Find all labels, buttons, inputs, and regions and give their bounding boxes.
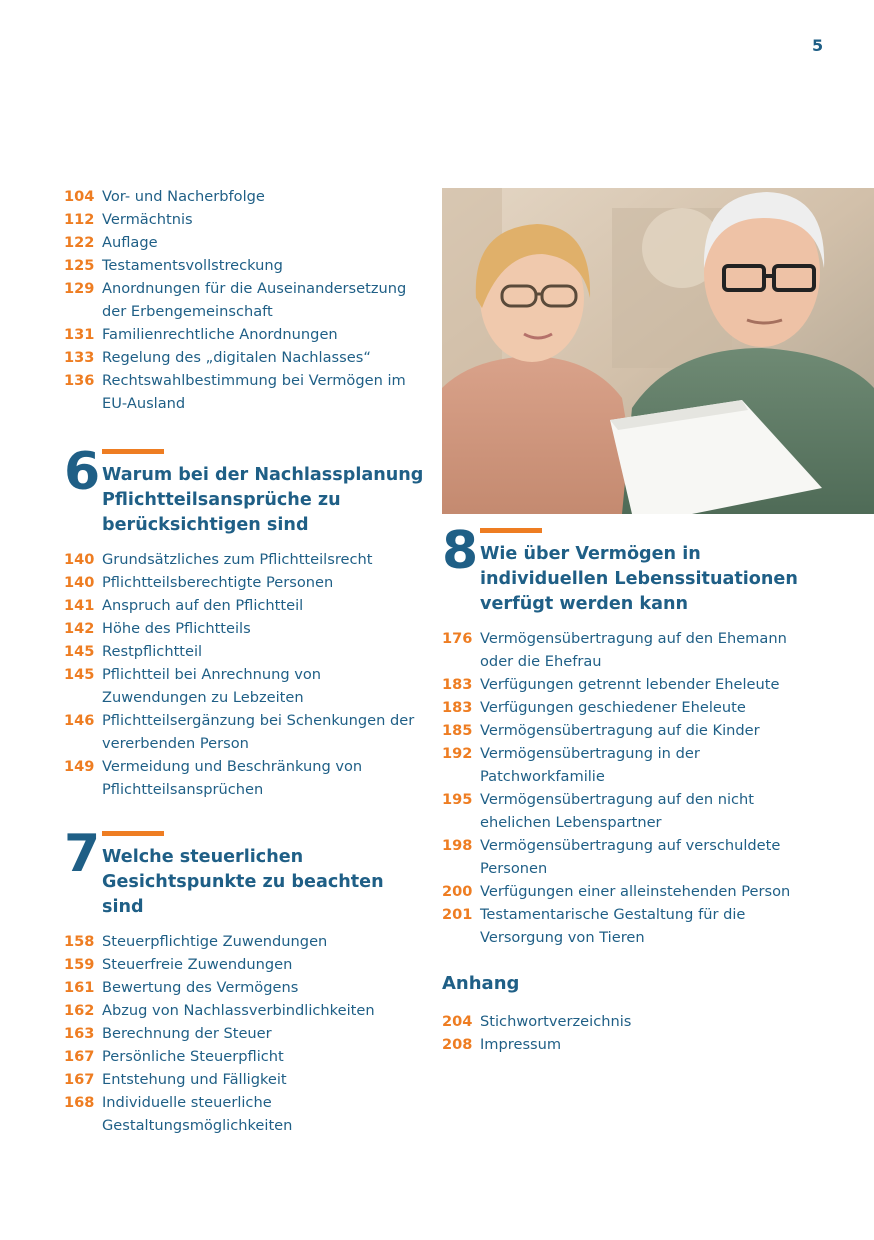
toc-entry-title: Pflichtteilsergänzung bei Schenkungen der vererbenden Person [102,712,415,752]
toc-entry[interactable] [64,1045,424,1068]
toc-entry[interactable] [442,1010,812,1033]
toc-entry-title: Steuerfreie Zuwendungen [102,956,293,973]
toc-entry-title: Rechtswahlbestimmung bei Vermögen im EU-Ausland [102,372,406,412]
toc-entry[interactable] [64,277,424,323]
toc-entry-title: Berechnung der Steuer [102,1025,272,1042]
toc-entry-title: Testamentsvollstreckung [102,257,283,274]
toc-page-number: 145 [64,643,95,660]
toc-page-number: 204 [442,1013,473,1030]
toc-page-number: 195 [442,791,473,808]
toc-entry-title: Auflage [102,234,158,251]
toc-entry[interactable] [64,930,424,953]
toc-entry-title: Bewertung des Vermögens [102,979,299,996]
toc-entry[interactable] [64,1068,424,1091]
toc-page-number: 176 [442,630,473,647]
toc-entry-title: Verfügungen geschiedener Eheleute [480,699,746,716]
toc-page-number: 183 [442,676,473,693]
toc-page-number: 162 [64,1002,95,1019]
toc-entry-title: Impressum [480,1036,562,1053]
toc-entry[interactable] [442,834,812,880]
toc-entry-title: Vermögensübertragung auf den nicht ehelichen Lebenspartner [480,791,755,831]
toc-entry-title: Abzug von Nachlassverbindlichkeiten [102,1002,375,1019]
toc-entry-title: Grundsätzliches zum Pflichtteilsrecht [102,551,373,568]
toc-entry[interactable] [442,1033,812,1056]
chapter-heading-8[interactable] [442,521,812,617]
toc-entry[interactable] [64,617,424,640]
toc-left-column [64,185,424,1137]
toc-page-number: 183 [442,699,473,716]
toc-entry[interactable] [442,627,812,673]
toc-entry[interactable] [64,1091,424,1137]
couple-illustration [442,188,874,514]
toc-entry[interactable] [442,742,812,788]
toc-page-number: 140 [64,551,95,568]
toc-page-number: 149 [64,758,95,775]
toc-entry-title: Familienrechtliche Anordnungen [102,326,338,343]
anhang-heading[interactable]: Anhang [442,973,520,994]
toc-entry[interactable] [64,548,424,571]
toc-entry-title: Anspruch auf den Pflichtteil [102,597,304,614]
chapter-number: 6 [64,442,101,502]
chapter-heading-6[interactable] [64,442,424,538]
toc-entry-title: Verfügungen einer alleinstehenden Person [480,883,791,900]
page-number: 5 [812,36,824,55]
toc-entry[interactable] [64,663,424,709]
toc-entry-title: Steuerpflichtige Zuwendungen [102,933,328,950]
toc-page-number: 161 [64,979,95,996]
toc-page-number: 145 [64,666,95,683]
toc-entry-title: Vermächtnis [102,211,193,228]
toc-page-number: 133 [64,349,95,366]
toc-page-number: 104 [64,188,95,205]
toc-entry-title: Individuelle steuerliche Gestaltungsmöglichkeiten [102,1094,293,1134]
toc-entry[interactable] [64,254,424,277]
chapter-number: 7 [64,824,101,884]
toc-page-number: 146 [64,712,95,729]
toc-page-number: 129 [64,280,95,297]
toc-group-chapter8 [442,627,812,949]
toc-entry[interactable] [442,673,812,696]
toc-entry-title: Vermögensübertragung auf den Ehemann oder die Ehefrau [480,630,787,670]
chapter-accent-bar [102,449,164,454]
chapter-accent-bar [102,831,164,836]
toc-group-anhang [442,1010,812,1056]
toc-entry-title: Vermögensübertragung auf verschuldete Personen [480,837,781,877]
toc-page-number: 168 [64,1094,95,1111]
toc-entry[interactable] [64,231,424,254]
toc-entry-title: Anordnungen für die Auseinandersetzung der Erbengemeinschaft [102,280,407,320]
toc-entry[interactable] [64,999,424,1022]
toc-entry-title: Höhe des Pflichtteils [102,620,251,637]
toc-entry[interactable] [64,709,424,755]
toc-entry[interactable] [64,1022,424,1045]
toc-page-number: 112 [64,211,95,228]
toc-entry[interactable] [442,696,812,719]
toc-entry[interactable] [64,346,424,369]
toc-entry-title: Pflichtteil bei Anrechnung von Zuwendungen zu Lebzeiten [102,666,322,706]
toc-page-number: 201 [442,906,473,923]
toc-entry-title: Stichwortverzeichnis [480,1013,632,1030]
toc-page-number: 167 [64,1071,95,1088]
toc-entry[interactable] [64,571,424,594]
toc-page-number: 140 [64,574,95,591]
toc-page-number: 125 [64,257,95,274]
chapter-number: 8 [442,521,479,581]
toc-entry[interactable] [64,323,424,346]
toc-entry[interactable] [442,903,812,949]
chapter-title: Warum bei der Nachlassplanung Pflichtteilsansprüche zu berücksichtigen sind [102,465,424,535]
chapter-title: Welche steuerlichen Gesichtspunkte zu beachten sind [102,847,384,917]
toc-page-number: 141 [64,597,95,614]
toc-page-number: 158 [64,933,95,950]
toc-entry[interactable] [64,953,424,976]
chapter-accent-bar [480,528,542,533]
toc-page-number: 122 [64,234,95,251]
toc-entry-title: Verfügungen getrennt lebender Eheleute [480,676,780,693]
photo-elderly-couple [442,188,874,514]
toc-page-number: 136 [64,372,95,389]
toc-page-number: 131 [64,326,95,343]
toc-page-number: 159 [64,956,95,973]
toc-entry-title: Vermeidung und Beschränkung von Pflichtteilsansprüchen [102,758,363,798]
toc-entry[interactable] [442,880,812,903]
toc-entry[interactable] [64,185,424,208]
toc-group-chapter5-continued [64,185,424,415]
toc-page-number: 142 [64,620,95,637]
toc-entry-title: Entstehung und Fälligkeit [102,1071,287,1088]
toc-entry[interactable] [64,369,424,415]
toc-entry-title: Testamentarische Gestaltung für die Versorgung von Tieren [480,906,746,946]
toc-page-number: 200 [442,883,473,900]
toc-group-chapter7 [64,930,424,1137]
toc-page-number: 192 [442,745,473,762]
toc-page-number: 167 [64,1048,95,1065]
toc-entry[interactable] [442,788,812,834]
toc-entry[interactable] [64,208,424,231]
toc-page-number: 163 [64,1025,95,1042]
toc-entry[interactable] [64,594,424,617]
toc-entry-title: Vor- und Nacherbfolge [102,188,265,205]
toc-entry-title: Regelung des „digitalen Nachlasses“ [102,349,371,366]
toc-entry[interactable] [442,719,812,742]
toc-entry[interactable] [64,976,424,999]
toc-entry-title: Persönliche Steuerpflicht [102,1048,284,1065]
toc-page-number: 185 [442,722,473,739]
toc-entry[interactable] [64,640,424,663]
toc-entry[interactable] [64,755,424,801]
chapter-title: Wie über Vermögen in individuellen Lebenssituationen verfügt werden kann [480,544,798,614]
toc-entry-title: Vermögensübertragung auf die Kinder [480,722,760,739]
toc-page-number: 208 [442,1036,473,1053]
toc-entry-title: Restpflichtteil [102,643,203,660]
toc-page-number: 198 [442,837,473,854]
chapter-heading-7[interactable] [64,824,424,920]
toc-entry-title: Pflichtteilsberechtigte Personen [102,574,334,591]
toc-right-column [442,521,812,1056]
toc-group-chapter6 [64,548,424,801]
toc-entry-title: Vermögensübertragung in der Patchworkfamilie [480,745,700,785]
